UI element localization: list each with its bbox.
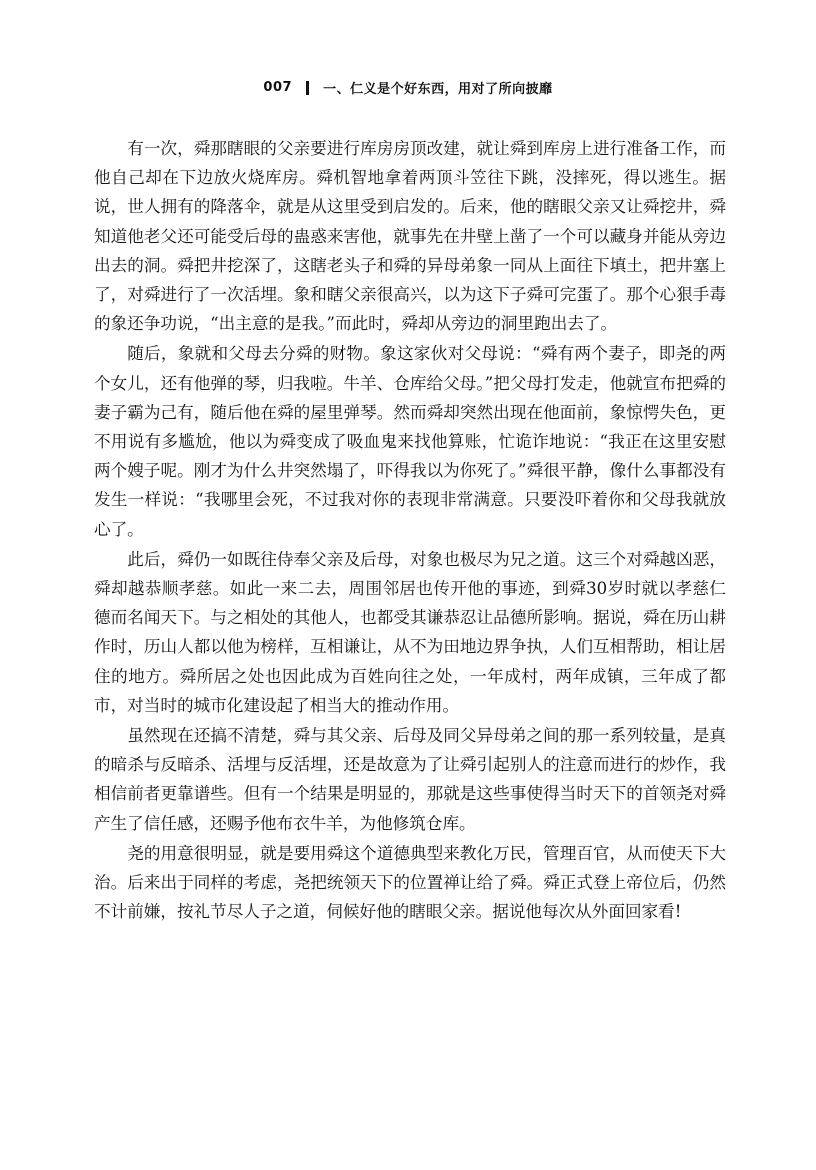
header-separator bbox=[306, 81, 309, 95]
running-header bbox=[0, 78, 816, 97]
paragraph: 尧的用意很明显，就是要用舜这个道德典型来教化万民，管理百官，从而使天下大治。后来出于同样的考虑，尧把统领天下的位置禅让给了舜。舜正式登上帝位后，仍然不计前嫌，按礼节尽人子之道，伺候好他的瞎眼父亲。据说他每次从外面回家看! bbox=[94, 843, 726, 922]
paragraph: 有一次，舜那瞎眼的父亲要进行库房房顶改建，就让舜到库房上进行准备工作，而他自己却在下边放火烧库房。舜机智地拿着两顶斗笠往下跳，没摔死，得以逃生。据说，世人拥有的降落伞，就是从这里受到启发的。后来，他的瞎眼父亲又让舜挖井，舜知道他老父还可能受后母的蛊惑来害他，就事先在井壁上凿了一个可以藏身并能从旁边出去的洞。舜把井挖深了，这瞎老头子和舜的异母弟象一同从上面往下填土，把井塞上了，对舜进行了一次活埋。象和瞎父亲很高兴，以为这下子舜可完蛋了。那个心狠手毒的象还争功说，“出主意的是我。”而此时，舜却从旁边的洞里跑出去了。 bbox=[94, 139, 726, 334]
chapter-title: 一、仁义是个好东西，用对了所向披靡 bbox=[323, 82, 553, 97]
paragraph: 随后，象就和父母去分舜的财物。象这家伙对父母说：“舜有两个妻子，即尧的两个女儿，还有他弹的琴，归我啦。牛羊、仓库给父母。”把父母打发走，他就宣布把舜的妻子霸为己有，随后他在舜的屋里弹琴。然而舜却突然出现在他面前，象惊愕失色，更不用说有多尴尬，他以为舜变成了吸血鬼来找他算账，忙诡诈地说：“我正在这里安慰两个嫂子呢。刚才为什么井突然塌了，吓得我以为你死了。”舜很平静，像什么事都没有发生一样说：“我哪里会死，不过我对你的表现非常满意。只要没吓着你和父母我就放心了。 bbox=[94, 344, 726, 539]
paragraph: 此后，舜仍一如既往侍奉父亲及后母，对象也极尽为兄之道。这三个对舜越凶恶，舜却越恭顺孝慈。如此一来二去，周围邻居也传开他的事迹，到舜30岁时就以孝慈仁德而名闻天下。与之相处的其他人，也都受其谦恭忍让品德所影响。据说，舜在历山耕作时，历山人都以他为榜样，互相谦让，从不为田地边界争执，人们互相帮助，相让居住的地方。舜所居之处也因此成为百姓向往之处，一年成村，两年成镇，三年成了都市，对当时的城市化建设起了相当大的推动作用。 bbox=[94, 549, 726, 715]
page-number: 007 bbox=[263, 80, 293, 95]
paragraph: 虽然现在还搞不清楚，舜与其父亲、后母及同父异母弟之间的那一系列较量，是真的暗杀与反暗杀、活埋与反活埋，还是故意为了让舜引起别人的注意而进行的炒作，我相信前者更靠谱些。但有一个结果是明显的，那就是这些事使得当时天下的首领尧对舜产生了信任感，还赐予他布衣牛羊，为他修筑仓库。 bbox=[94, 726, 726, 833]
body-text bbox=[94, 134, 726, 927]
